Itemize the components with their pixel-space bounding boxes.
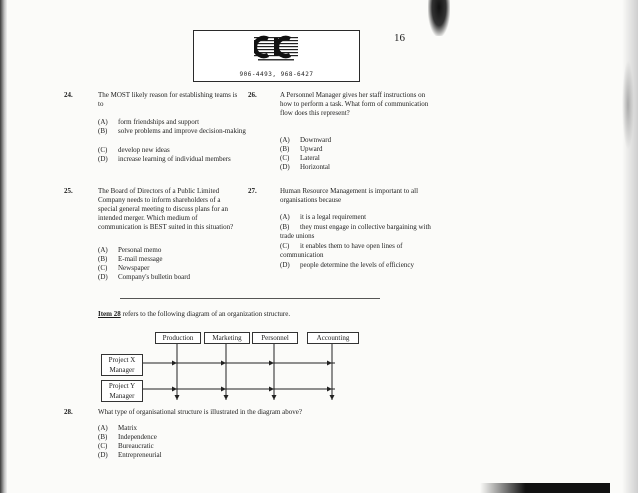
q28-stem: What type of organisational structure is illustrated in the diagram above? — [98, 408, 302, 416]
option-key: (C) — [98, 146, 108, 154]
q24-option-a — [98, 118, 248, 127]
option-key: (B) — [280, 223, 290, 231]
option-text: Matrix — [118, 424, 138, 432]
q24-number: 24. — [64, 91, 73, 99]
option-key: (D) — [280, 163, 290, 171]
option-key: (C) — [98, 264, 108, 272]
option-text: it enables them to have open lines of communication — [280, 242, 403, 259]
option-text: Downward — [300, 136, 332, 144]
option-key: (C) — [98, 442, 108, 450]
dept-personnel: Personnel — [252, 332, 298, 344]
scan-smudge — [622, 60, 634, 150]
option-key: (B) — [98, 255, 108, 263]
q25-option-c — [98, 264, 150, 273]
q27-stem: Human Resource Management is important to all organisations because — [280, 187, 419, 204]
scan-bottom-bar — [480, 483, 610, 493]
q27-number: 27. — [248, 187, 257, 195]
option-key: (B) — [280, 145, 290, 153]
option-text: Independence — [118, 433, 157, 441]
q28-number: 28. — [64, 408, 73, 416]
q28-option-a — [98, 424, 137, 433]
option-text: form friendships and support — [118, 118, 200, 126]
option-key: (D) — [98, 273, 108, 281]
project-y-manager — [101, 380, 143, 402]
project-line2: Manager — [109, 366, 135, 374]
project-x-manager — [101, 354, 143, 376]
option-text: Horizontal — [300, 163, 330, 171]
option-text: develop new ideas — [118, 146, 170, 154]
cic-logo-icon — [254, 34, 298, 64]
q27-option-c — [280, 242, 440, 260]
q24-stem: The MOST likely reason for establishing teams is to — [98, 91, 238, 108]
option-key: (A) — [280, 136, 290, 144]
option-text: they must engage in collective bargaining with trade unions — [280, 223, 431, 240]
q25-number: 25. — [64, 187, 73, 195]
option-text: Personal memo — [118, 246, 162, 254]
q26-option-b — [280, 145, 323, 154]
q28-option-b — [98, 433, 157, 442]
item-reference — [98, 310, 398, 319]
option-key: (A) — [98, 424, 108, 432]
option-key: (A) — [98, 246, 108, 254]
project-line1: Project Y — [108, 382, 136, 390]
option-text: solve problems and improve decision-making — [118, 127, 246, 135]
option-text: Lateral — [300, 154, 320, 162]
option-key: (C) — [280, 242, 290, 250]
q24-option-b — [98, 127, 248, 136]
q26-option-d — [280, 163, 330, 172]
option-text: Upward — [300, 145, 323, 153]
dept-accounting: Accounting — [307, 332, 359, 344]
page-number: 16 — [394, 32, 405, 44]
q25-option-a — [98, 246, 161, 255]
q24-option-c — [98, 146, 248, 155]
option-text: E-mail message — [118, 255, 163, 263]
dept-marketing: Marketing — [204, 332, 250, 344]
scan-blot — [428, 0, 450, 36]
option-text: people determine the levels of efficiency — [300, 261, 414, 269]
option-text: Company's bulletin board — [118, 273, 191, 281]
option-key: (D) — [98, 155, 108, 163]
option-text: Newspaper — [118, 264, 150, 272]
option-key: (A) — [280, 213, 290, 221]
option-key: (D) — [98, 451, 108, 459]
project-line2: Manager — [109, 392, 135, 400]
q26-option-a — [280, 136, 331, 145]
item-label: Item 28 — [98, 310, 121, 318]
option-key: (B) — [98, 433, 108, 441]
section-divider — [120, 298, 380, 299]
logo-phone: 906-4493, 968-6427 — [239, 71, 314, 78]
project-line1: Project X — [108, 356, 136, 364]
q26-number: 26. — [248, 91, 257, 99]
option-text: increase learning of individual members — [118, 155, 231, 163]
q25-stem: The Board of Directors of a Public Limited Company needs to inform shareholders of a special general meeting to discuss plans for an intended merger. Which medium of communication is BEST suited in this situation? — [98, 187, 234, 231]
q27-option-a — [280, 213, 440, 222]
q24-option-d — [98, 155, 248, 164]
item-text: refers to the following diagram of an organization structure. — [122, 310, 291, 318]
option-text: Bureaucratic — [118, 442, 154, 450]
option-key: (B) — [98, 127, 108, 135]
option-key: (C) — [280, 154, 290, 162]
option-text: Entrepreneurial — [118, 451, 162, 459]
q26-stem: A Personnel Manager gives her staff instructions on how to perform a task. What form of communication flow does this represent? — [280, 91, 429, 117]
college-logo — [193, 30, 360, 82]
org-structure-diagram — [97, 330, 367, 402]
option-text: it is a legal requirement — [300, 213, 367, 221]
dept-production: Production — [155, 332, 201, 344]
q27-option-d — [280, 261, 440, 270]
q26-option-c — [280, 154, 320, 163]
q28-option-c — [98, 442, 154, 451]
q28-option-d — [98, 451, 162, 460]
q25-option-d — [98, 273, 190, 282]
option-key: (D) — [280, 261, 290, 269]
q25-option-b — [98, 255, 163, 264]
q27-option-b — [280, 223, 440, 241]
option-key: (A) — [98, 118, 108, 126]
scan-edge-left — [0, 0, 7, 493]
